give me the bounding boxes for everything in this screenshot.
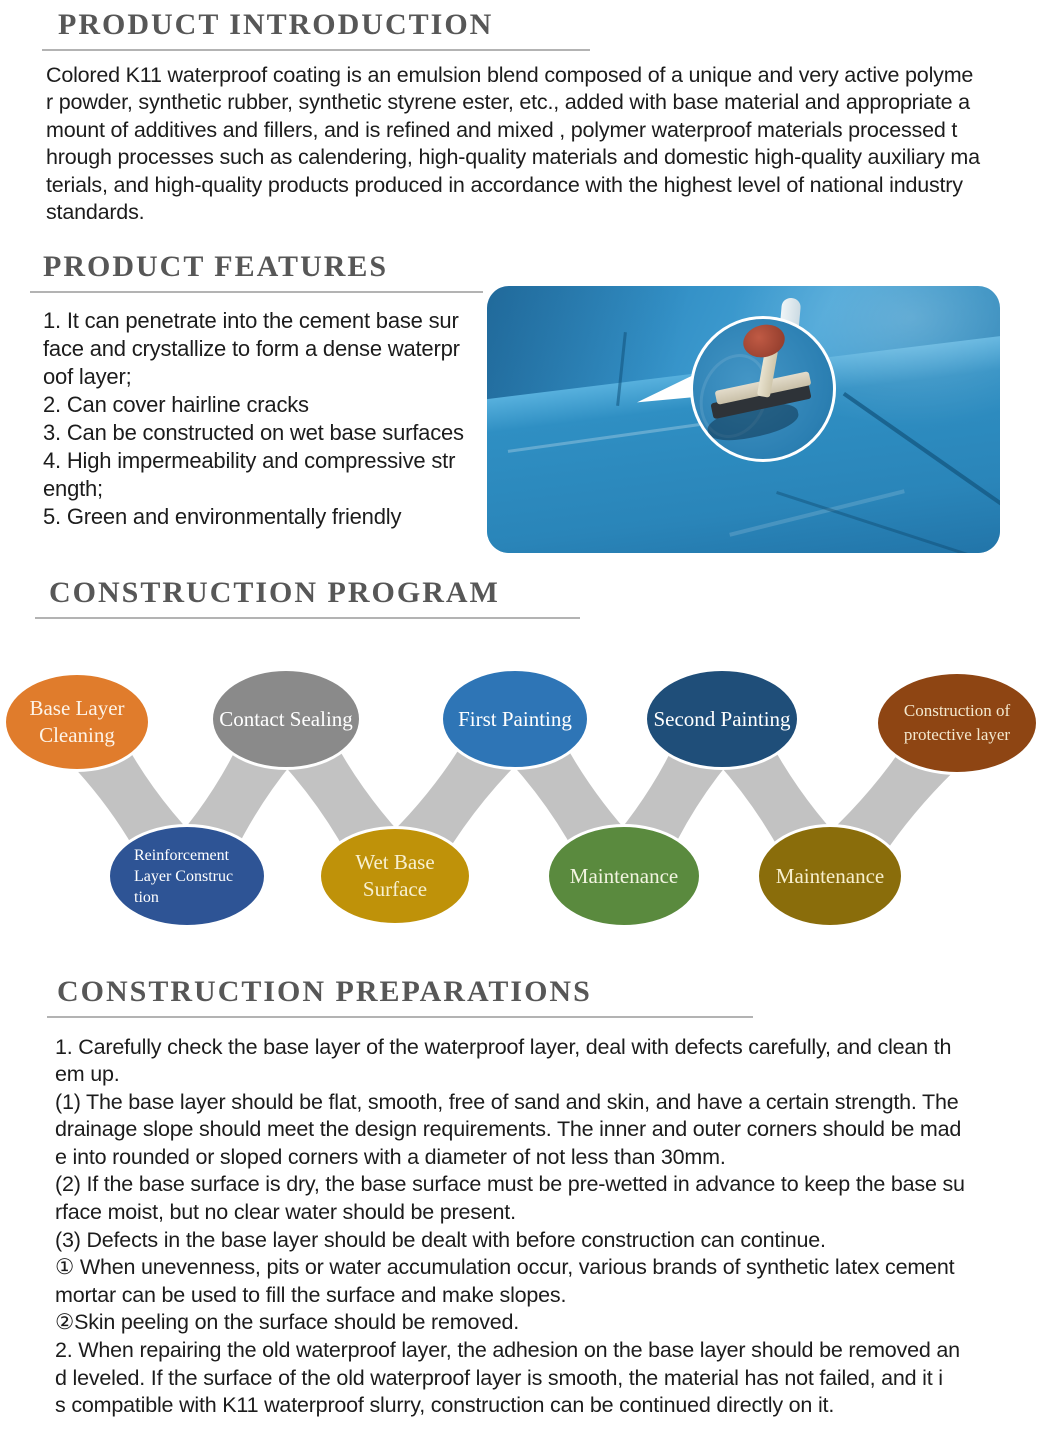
node-label-line: Second Painting [653, 706, 791, 731]
node-label-line: First Painting [458, 706, 572, 731]
text-line: d leveled. If the surface of the old waterproof layer is smooth, the material has not failed, and it i [55, 1365, 943, 1390]
heading-underline [47, 1016, 753, 1018]
text-line: oof layer; [43, 363, 132, 389]
text-line: r powder, synthetic rubber, synthetic styrene ester, etc., added with base material and appropriate a [46, 90, 970, 115]
node-label-line: Reinforcement [134, 846, 230, 864]
text-line: e into rounded or sloped corners with a diameter of not less than 30mm. [55, 1144, 726, 1169]
section-heading-construction-preparations: CONSTRUCTION PREPARATIONS [57, 975, 592, 1008]
text-line: 1. It can penetrate into the cement base sur [43, 307, 459, 333]
text-line: ength; [43, 475, 103, 501]
preparations-paragraph [55, 1034, 1059, 1420]
section-construction-program [0, 576, 1059, 619]
node-label-line: Surface [362, 877, 428, 901]
text-line: s compatible with K11 waterproof slurry, construction can be continued directly on it. [55, 1393, 835, 1418]
node-label-line: Contact Sealing [219, 706, 353, 731]
flow-node-maintenance-2 [756, 824, 904, 928]
text-line: 2. Can cover hairline cracks [43, 391, 309, 417]
text-line: drainage slope should meet the design requirements. The inner and outer corners should be mad [55, 1117, 962, 1142]
node-label-line: Base Layer [29, 696, 125, 720]
product-application-photo [487, 286, 1000, 553]
node-label-line: protective layer [903, 725, 1011, 744]
text-line: 1. Carefully check the base layer of the waterproof layer, deal with defects carefully, and clean th [55, 1034, 952, 1059]
node-label-line: tion [134, 888, 159, 906]
construction-flow-diagram [0, 660, 1059, 960]
section-product-introduction [0, 8, 1059, 227]
flow-node-contact-sealing [210, 668, 362, 770]
text-line: (3) Defects in the base layer should be dealt with before construction can continue. [55, 1227, 826, 1252]
introduction-paragraph [46, 62, 1059, 228]
flow-node-maintenance-1 [546, 824, 702, 928]
section-heading-product-features: PRODUCT FEATURES [43, 250, 389, 283]
text-line: 5. Green and environmentally friendly [43, 503, 402, 529]
flow-node-reinforcement-layer-construction [107, 824, 267, 928]
text-line: (1) The base layer should be flat, smooth, free of sand and skin, and have a certain strength. The [55, 1089, 959, 1114]
section-product-features [43, 250, 513, 531]
text-line: standards. [46, 200, 145, 225]
text-line: terials, and high-quality products produced in accordance with the highest level of national industry [46, 172, 963, 197]
text-line: 4. High impermeability and compressive str [43, 447, 456, 473]
node-label-line: Layer Construc [134, 867, 234, 885]
heading-underline [42, 49, 590, 51]
node-label-line: Cleaning [39, 723, 115, 747]
node-label-line: Maintenance [775, 863, 885, 888]
node-label-line: Maintenance [569, 863, 679, 888]
flow-node-construction-of-protective-layer [875, 671, 1039, 775]
text-line: mount of additives and fillers, and is refined and mixed , polymer waterproof materials processed t [46, 117, 958, 142]
text-line: rface moist, but no clear water should be present. [55, 1200, 516, 1225]
section-heading-construction-program: CONSTRUCTION PROGRAM [49, 576, 500, 609]
text-line: Colored K11 waterproof coating is an emulsion blend composed of a unique and very active polyme [46, 62, 974, 87]
text-line: ②Skin peeling on the surface should be removed. [55, 1310, 520, 1335]
text-line: ① When unevenness, pits or water accumulation occur, various brands of synthetic latex cement [55, 1255, 955, 1280]
section-construction-preparations [0, 975, 1059, 1420]
node-label-line: Construction of [903, 701, 1011, 720]
flow-node-base-layer-cleaning [3, 672, 151, 772]
features-list [43, 307, 513, 531]
text-line: (2) If the base surface is dry, the base surface must be pre-wetted in advance to keep the base su [55, 1172, 965, 1197]
heading-underline [30, 291, 483, 293]
flow-node-first-painting [440, 668, 590, 770]
section-heading-product-introduction: PRODUCT INTRODUCTION [58, 8, 494, 41]
text-line: 2. When repairing the old waterproof layer, the adhesion on the base layer should be removed an [55, 1338, 960, 1363]
node-label-line: Wet Base [355, 850, 435, 874]
text-line: face and crystallize to form a dense waterpr [43, 335, 460, 361]
text-line: hrough processes such as calendering, high-quality materials and domestic high-quality auxiliary ma [46, 145, 980, 170]
text-line: mortar can be used to fill the surface and make slopes. [55, 1282, 567, 1307]
text-line: em up. [55, 1062, 120, 1087]
photo-magnifier-inset [690, 316, 836, 462]
heading-underline [35, 617, 580, 619]
flow-node-second-painting [644, 668, 800, 770]
text-line: 3. Can be constructed on wet base surfaces [43, 419, 464, 445]
flow-node-wet-base-surface [318, 826, 472, 926]
